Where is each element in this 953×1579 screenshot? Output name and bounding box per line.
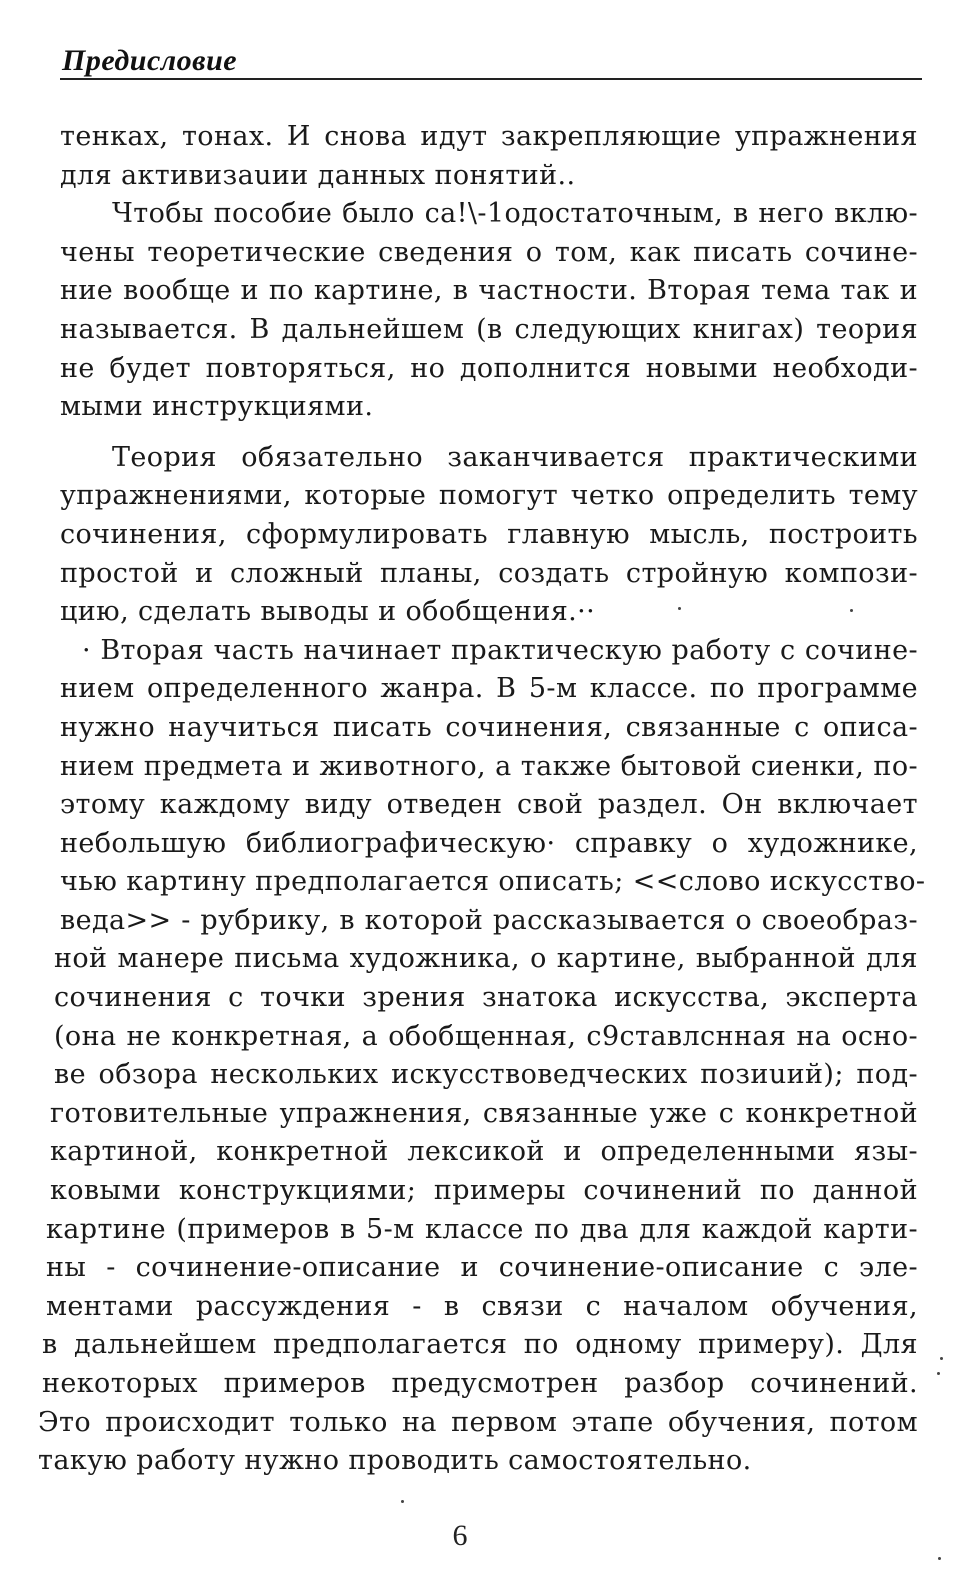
text-line: Теория обязательно заканчивается практическими: [112, 441, 918, 473]
text-line: нужно научиться писать сочинения, связанные с описа-: [60, 711, 918, 743]
text-line: ментами рассуждения - в связи с началом обучения,: [46, 1290, 918, 1322]
scan-speck: [937, 1372, 940, 1375]
text-line: в дальнейшем предполагается по одному примеру). Для: [42, 1329, 918, 1361]
text-line: не будет повторяться, но дополнится новыми необходи-: [60, 352, 918, 384]
running-header: Предисловие: [62, 44, 238, 77]
header-rule: [60, 78, 922, 80]
text-line: простой и сложный планы, создать стройную компози-: [60, 557, 918, 589]
scan-speck: [938, 1557, 941, 1560]
page-number: 6: [452, 1519, 468, 1552]
text-line: сочинения с точки зрения знатока искусства, эксперта: [54, 982, 918, 1014]
text-line: ковыми конструкциями; примеры сочинений по данной: [50, 1175, 918, 1207]
page-body: [38, 118, 926, 1481]
text-line: небольшую библиографическую· справку о художнике,: [60, 827, 918, 859]
text-line: Чтобы пособие было са!\-1одостаточным, в него вклю-: [112, 198, 918, 230]
text-line: для активизаuии данных понятий..: [60, 159, 576, 191]
text-line: (она не конкретная, а обобщенная, с9ставлснная на осно-: [54, 1020, 918, 1052]
scan-speck: [678, 607, 681, 610]
text-line: сочинения, сформулировать главную мысль, построить: [60, 518, 918, 550]
text-line: готовительные упражнения, связанные уже с конкретной: [50, 1097, 918, 1129]
text-line: цию, сделать выводы и обобщения.··: [60, 596, 596, 628]
text-line: нием определенного жанра. В 5-м классе. по программе: [60, 673, 918, 705]
scan-speck: [940, 1357, 943, 1360]
text-line: веда>> - рубрику, в которой рассказывается о своеобраз-: [60, 904, 918, 936]
text-line: ние вообще и по картине, в частности. Вторая тема так и: [60, 275, 918, 307]
text-line: картине (примеров в 5-м классе по два для каждой карти-: [46, 1213, 918, 1245]
text-line: ной манере письма художника, о картине, выбранной для: [54, 943, 918, 975]
text-line: нием предмета и животного, а также бытовой сиенки, по-: [60, 750, 918, 782]
text-line: Это происходит только на первом этапе обучения, потом: [38, 1406, 918, 1438]
text-line: чью картину предполагается описать; <<слово искусство-: [60, 866, 926, 898]
text-line: некоторых примеров предусмотрен разбор сочинений.: [42, 1368, 918, 1399]
text-line: мыми инструкциями.: [60, 391, 374, 423]
text-line: называется. В дальнейшем (в следующих книгах) теория: [60, 313, 918, 345]
scan-speck: [401, 1500, 404, 1503]
text-line: тенках, тонах. И снова идут закрепляющие упражнения: [60, 121, 918, 152]
text-line: упражнениями, которые помогут четко определить тему: [60, 480, 918, 512]
text-line: ны - сочинение-описание и сочинение-описание с эле-: [46, 1252, 918, 1284]
scan-speck: [850, 609, 853, 612]
text-line: · Вторая часть начинает практическую работу с сочине-: [82, 634, 918, 666]
text-line: чены теоретические сведения о том, как писать сочине-: [60, 236, 918, 268]
text-line: ве обзора нескольких искусствоведческих позиuий); под-: [54, 1059, 918, 1091]
text-line: картиной, конкретной лексикой и определенными язы-: [50, 1136, 918, 1168]
text-line: этому каждому виду отведен свой раздел. Он включает: [60, 789, 918, 821]
text-line: такую работу нужно проводить самостоятельно.: [38, 1445, 752, 1477]
